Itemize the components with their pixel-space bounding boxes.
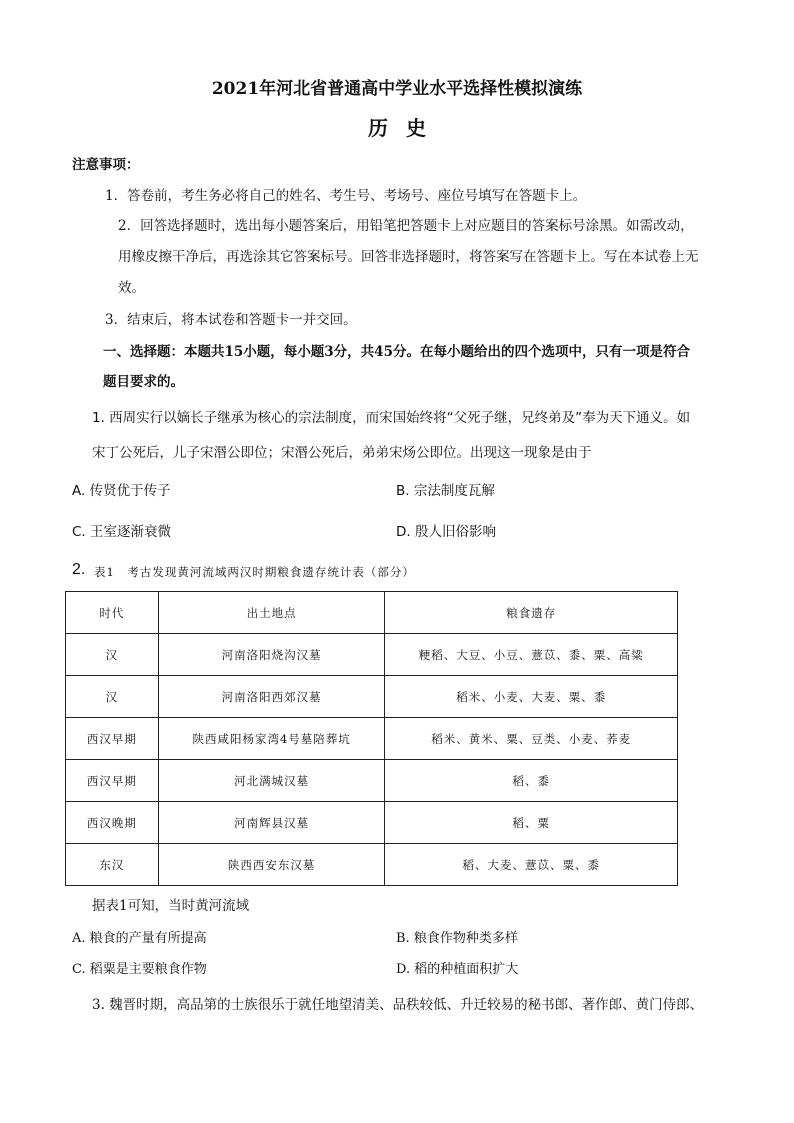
table-row [66, 634, 678, 676]
table-row [66, 718, 678, 760]
question-2-option-d: D. 稻的种植面积扩大 [396, 962, 519, 977]
table-cell: 河南辉县汉墓 [158, 802, 385, 844]
table-cell: 粳稻、大豆、小豆、薏苡、黍、粟、高粱 [385, 634, 678, 676]
notice-item-1: 1．答卷前，考生务必将自己的姓名、考生号、考场号、座位号填写在答题卡上。 [105, 188, 587, 204]
question-1-option-a: A. 传贤优于传子 [72, 483, 171, 499]
table-row [66, 844, 678, 886]
question-2-option-b: B. 粮食作物种类多样 [396, 931, 518, 946]
table-cell: 陕西西安东汉墓 [158, 844, 385, 886]
question-2-stem: 据表1可知，当时黄河流域 [92, 898, 250, 914]
exam-title: 2021年河北省普通高中学业水平选择性模拟演练 [211, 79, 583, 99]
question-1-line1: 1. 西周实行以嫡长子继承为核心的宗法制度，而宋国始终将“父死子继，兄终弟及”奉为天下通义。如 [92, 410, 691, 426]
notice-item-2-line2: 用橡皮擦干净后，再选涂其它答案标号。回答非选择题时，将答案写在答题卡上。写在本试卷上无 [118, 249, 699, 265]
notice-item-2-line3: 效。 [118, 280, 145, 296]
table-header-cell: 出土地点 [158, 592, 385, 634]
table-cell: 汉 [66, 676, 159, 718]
table-row [66, 760, 678, 802]
table-cell: 河南洛阳烧沟汉墓 [158, 634, 385, 676]
question-1-option-c: C. 王室逐渐衰微 [72, 524, 172, 540]
table-cell: 河南洛阳西郊汉墓 [158, 676, 385, 718]
table-cell: 汉 [66, 634, 159, 676]
question-2-number: 2. [72, 561, 86, 578]
table-row [66, 802, 678, 844]
question-2-option-a: A. 粮食的产量有所提高 [72, 931, 207, 946]
notice-heading: 注意事项： [72, 157, 140, 173]
subject-title: 历史 [368, 116, 444, 140]
table-cell: 稻、粟 [385, 802, 678, 844]
notice-item-2-line1: 2．回答选择题时，选出每小题答案后，用铅笔把答题卡上对应题目的答案标号涂黑。如需改动， [118, 218, 694, 234]
table-cell: 西汉早期 [66, 718, 159, 760]
table-cell: 稻、大麦、薏苡、粟、黍 [385, 844, 678, 886]
table-header-row [66, 592, 678, 634]
question-1-option-b: B. 宗法制度瓦解 [396, 483, 495, 499]
table-caption: 表1 考古发现黄河流域两汉时期粮食遗存统计表（部分） [94, 565, 415, 579]
grain-remains-table [65, 591, 678, 886]
table-cell: 稻米、黄米、粟、豆类、小麦、荞麦 [385, 718, 678, 760]
question-1-line2: 宋丁公死后，儿子宋湣公即位；宋湣公死后，弟弟宋炀公即位。出现这一现象是由于 [92, 445, 592, 461]
table-cell: 西汉晚期 [66, 802, 159, 844]
table-cell: 河北满城汉墓 [158, 760, 385, 802]
section-heading-line2: 题目要求的。 [103, 374, 184, 390]
table-row [66, 676, 678, 718]
table-header-cell: 时代 [66, 592, 159, 634]
table-cell: 稻米、小麦、大麦、粟、黍 [385, 676, 678, 718]
table-cell: 东汉 [66, 844, 159, 886]
table-header-cell: 粮食遗存 [385, 592, 678, 634]
question-1-option-d: D. 殷人旧俗影响 [396, 524, 496, 540]
notice-item-3: 3．结束后，将本试卷和答题卡一并交回。 [105, 312, 357, 328]
table-cell: 西汉早期 [66, 760, 159, 802]
section-heading-line1: 一、选择题：本题共15小题，每小题3分，共45分。在每小题给出的四个选项中，只有一项是符合 [103, 344, 690, 360]
question-2-option-c: C. 稻粟是主要粮食作物 [72, 962, 207, 977]
question-3-line1: 3. 魏晋时期，高品第的士族很乐于就任地望清美、品秩较低、升迁较易的秘书郎、著作郎、黄门侍郎、 [92, 997, 704, 1013]
table-cell: 稻、黍 [385, 760, 678, 802]
table-cell: 陕西咸阳杨家湾4号墓陪葬坑 [158, 718, 385, 760]
